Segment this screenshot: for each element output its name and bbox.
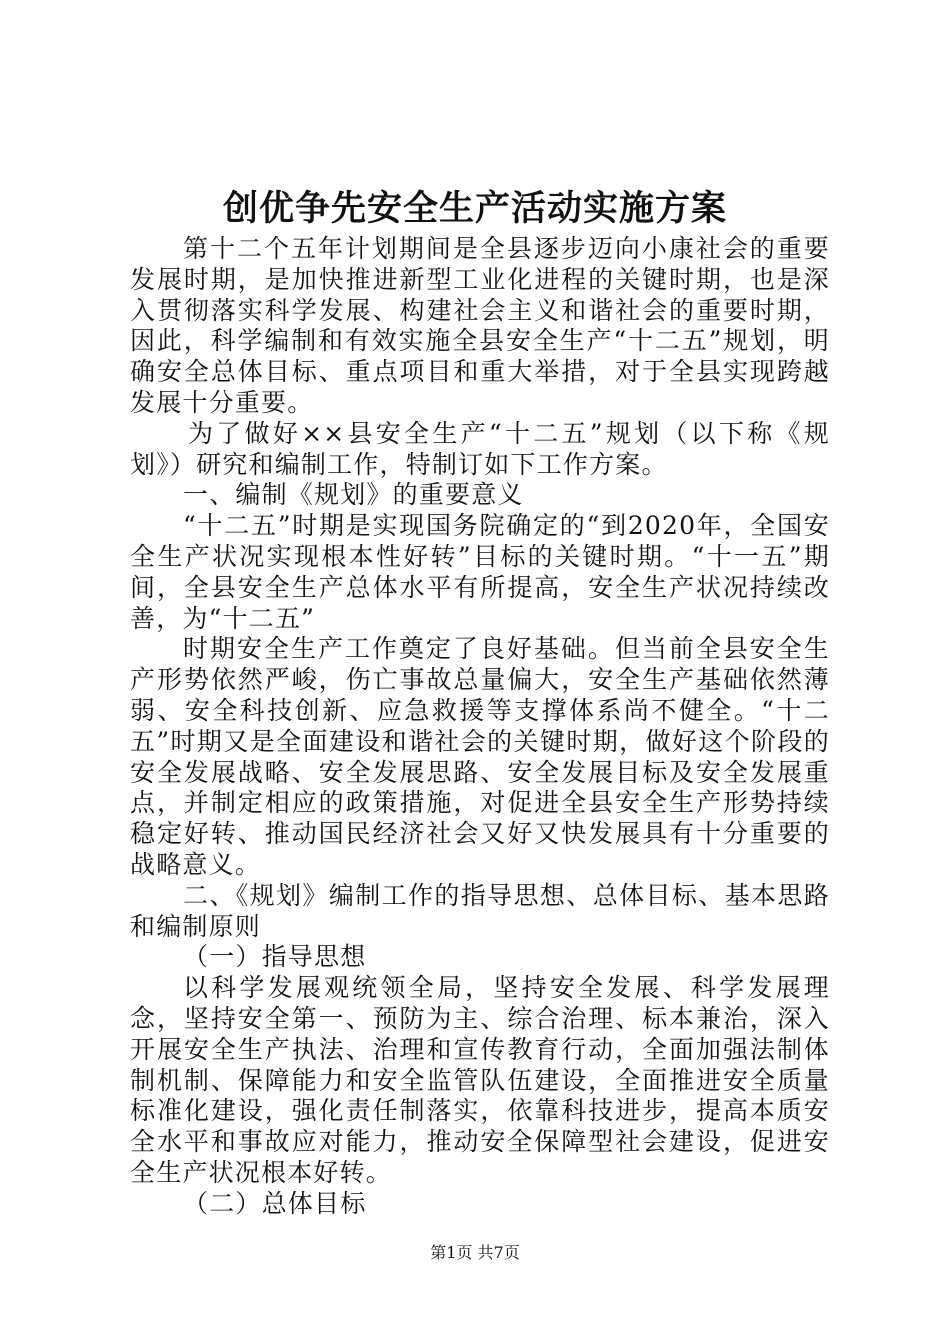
paragraph-purpose: 为了做好××县安全生产“十二五”规划（以下称《规划》）研究和编制工作，特制订如下工作方案。 (130, 418, 830, 479)
subsection-heading-guiding: （一）指导思想 (183, 942, 367, 972)
paragraph-intro: 第十二个五年计划期间是全县逐步迈向小康社会的重要发展时期，是加快推进新型工业化进程的关键时期，也是深入贯彻落实科学发展、构建社会主义和谐社会的重要时期，因此，科学编制和有效实施全县安全生产“十二五”规划，明确安全总体目标、重点项目和重大举措，对于全县实现跨越发展十分重要。 (130, 234, 830, 417)
section-heading-2: 二、《规划》编制工作的指导思想、总体目标、基本思路和编制原则 (130, 880, 830, 941)
document-body (130, 234, 830, 1220)
document-title: 创优争先安全生产活动实施方案 (222, 188, 727, 229)
subsection-heading-goals: （二）总体目标 (183, 1188, 367, 1218)
paragraph-significance-cont: 时期安全生产工作奠定了良好基础。但当前全县安全生产形势依然严峻，伤亡事故总量偏大，安全生产基础依然薄弱、安全科技创新、应急救援等支撑体系尚不健全。“十二五”时期又是全面建设和谐社会的关键时期，做好这个阶段的安全发展战略、安全发展思路、安全发展目标及安全发展重点，并制定相应的政策措施，对促进全县安全生产形势持续稳定好转、推动国民经济社会又好又快发展具有十分重要的战略意义。 (130, 634, 830, 879)
page-number-footer: 第1页 共7页 (430, 1243, 520, 1262)
section-heading-1: 一、编制《规划》的重要意义 (183, 480, 524, 510)
paragraph-guiding-ideology: 以科学发展观统领全局，坚持安全发展、科学发展理念，坚持安全第一、预防为主、综合治理、标本兼治，深入开展安全生产执法、治理和宣传教育行动，全面加强法制体制机制、保障能力和安全监管队伍建设，全面推进安全质量标准化建设，强化责任制落实，依靠科技进步，提高本质安全水平和事故应对能力，推动安全保障型社会建设，促进安全生产状况根本好转。 (130, 973, 830, 1187)
paragraph-significance: “十二五”时期是实现国务院确定的“到2020年，全国安全生产状况实现根本性好转”目标的关键时期。“十一五”期间，全县安全生产总体水平有所提高，安全生产状况持续改善，为“十二五” (130, 511, 830, 633)
